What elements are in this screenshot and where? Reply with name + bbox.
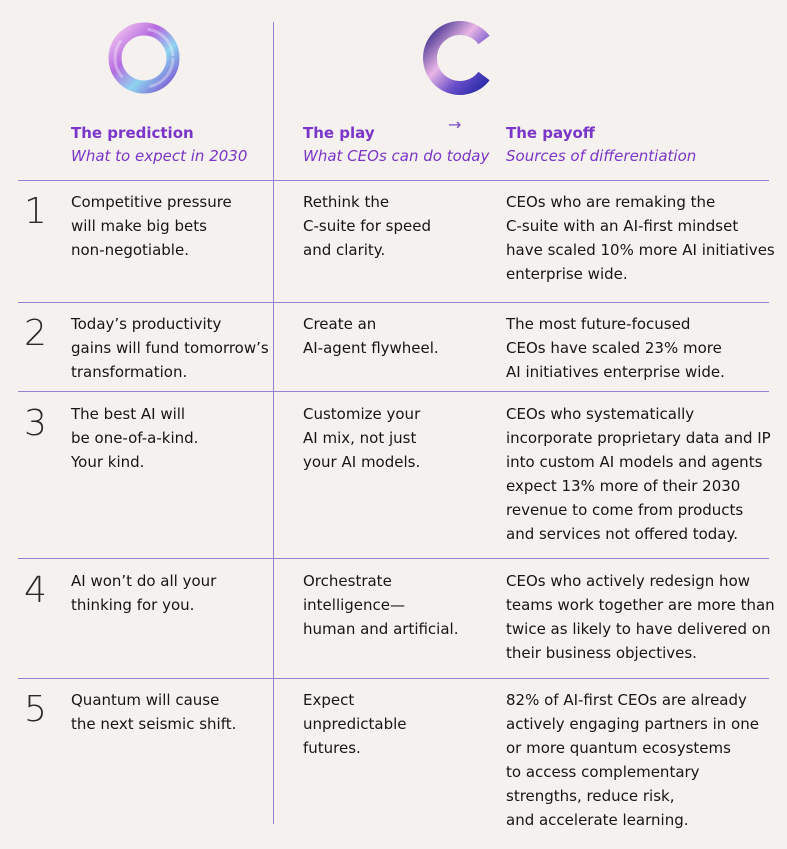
row-number: 5 bbox=[24, 689, 47, 730]
arrow-right-icon: → bbox=[448, 115, 462, 134]
row-divider bbox=[18, 678, 769, 679]
prediction-text: The best AI will be one-of-a-kind. Your kind. bbox=[71, 405, 199, 471]
row-number: 3 bbox=[24, 403, 47, 444]
letter-c-icon bbox=[418, 18, 496, 98]
row-divider bbox=[18, 558, 769, 559]
row-divider bbox=[18, 180, 769, 181]
header-play bbox=[303, 122, 489, 168]
payoff-text: CEOs who are remaking the C-suite with an AI-first mindset have scaled 10% more AI initiatives enterprise wide. bbox=[506, 193, 775, 283]
play-text: Rethink the C-suite for speed and clarity. bbox=[303, 193, 431, 259]
play-text: Expect unpredictable futures. bbox=[303, 691, 407, 757]
prediction-text: Competitive pressure will make big bets non-negotiable. bbox=[71, 193, 232, 259]
row-number: 2 bbox=[24, 313, 47, 354]
header-play-subtitle: What CEOs can do today bbox=[303, 147, 490, 165]
row-divider bbox=[18, 302, 769, 303]
header-prediction-subtitle: What to expect in 2030 bbox=[71, 147, 248, 165]
header-prediction-title: The prediction bbox=[71, 124, 194, 142]
payoff-text: 82% of AI-first CEOs are already actively engaging partners in one or more quantum ecosystems to access complementary strengths, reduce risk, and accelerate learning. bbox=[506, 691, 759, 829]
play-text: Create an AI-agent flywheel. bbox=[303, 315, 439, 357]
header-payoff-title: The payoff bbox=[506, 124, 595, 142]
header-payoff bbox=[506, 122, 696, 168]
prediction-text: Today’s productivity gains will fund tomorrow’s transformation. bbox=[71, 315, 269, 381]
payoff-text: The most future-focused CEOs have scaled 23% more AI initiatives enterprise wide. bbox=[506, 315, 725, 381]
prediction-text: Quantum will cause the next seismic shift. bbox=[71, 691, 237, 733]
play-text: Customize your AI mix, not just your AI models. bbox=[303, 405, 421, 471]
ring-icon bbox=[104, 18, 184, 98]
header-payoff-subtitle: Sources of differentiation bbox=[506, 147, 697, 165]
prediction-text: AI won’t do all your thinking for you. bbox=[71, 572, 217, 614]
row-number: 4 bbox=[24, 570, 47, 611]
row-number: 1 bbox=[24, 191, 47, 232]
play-text: Orchestrate intelligence— human and artificial. bbox=[303, 572, 459, 638]
header-prediction bbox=[71, 122, 247, 168]
payoff-text: CEOs who actively redesign how teams work together are more than twice as likely to have delivered on their business objectives. bbox=[506, 572, 775, 662]
row-divider bbox=[18, 391, 769, 392]
header-play-title: The play bbox=[303, 124, 375, 142]
column-divider bbox=[273, 22, 274, 824]
payoff-text: CEOs who systematically incorporate proprietary data and IP into custom AI models and agents expect 13% more of their 2030 revenue to come from products and services not offered today. bbox=[506, 405, 771, 543]
